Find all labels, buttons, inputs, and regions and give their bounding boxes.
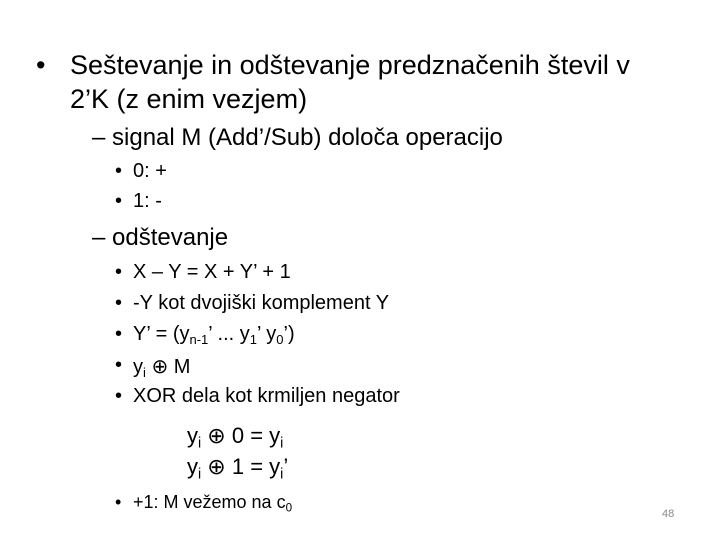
bullet1-line2: 2’K (z enim vezjem) — [70, 84, 308, 114]
equation-text: X – Y = X + Y’ + 1 — [133, 261, 291, 283]
bullet-icon: • — [115, 160, 123, 182]
op1-text: 1: - — [133, 190, 162, 212]
bullet-icon: • — [115, 385, 123, 407]
bullet-icon: • — [36, 50, 46, 80]
xor0-rule: $y_i$ ⊕ $0 = y_i$ — [187, 423, 284, 452]
bullet-icon: • — [115, 323, 123, 345]
komplement-text: -Y kot dvojiški komplement Y — [133, 292, 390, 314]
page-number: 48 — [662, 508, 675, 520]
plus1-text: +1: M vežemo na $c_0$ — [133, 492, 293, 515]
op0-text: 0: + — [133, 160, 167, 182]
bullet-icon: • — [115, 261, 123, 283]
bullet-icon: • — [115, 354, 123, 376]
bullet-icon: • — [115, 292, 123, 314]
bullet1-line1: Seštevanje in odštevanje predznačenih števil v — [70, 50, 630, 80]
xor1-rule: $y_i$ ⊕ $1 = y_i$’ — [187, 454, 289, 483]
yprime-text: Y’ = ($y_{n-1}$’ ... $y_1$’ $y_0$’) — [133, 323, 295, 347]
bullet-icon: • — [115, 492, 122, 512]
xor-m-text: $y_i$ ⊕ M — [133, 356, 191, 380]
signal-line: – signal M (Add’/Sub) določa operacijo — [92, 124, 503, 151]
odstevanje-heading: – odštevanje — [92, 224, 229, 251]
xor-text: XOR dela kot krmiljen negator — [133, 385, 400, 407]
bullet-icon: • — [115, 190, 123, 212]
